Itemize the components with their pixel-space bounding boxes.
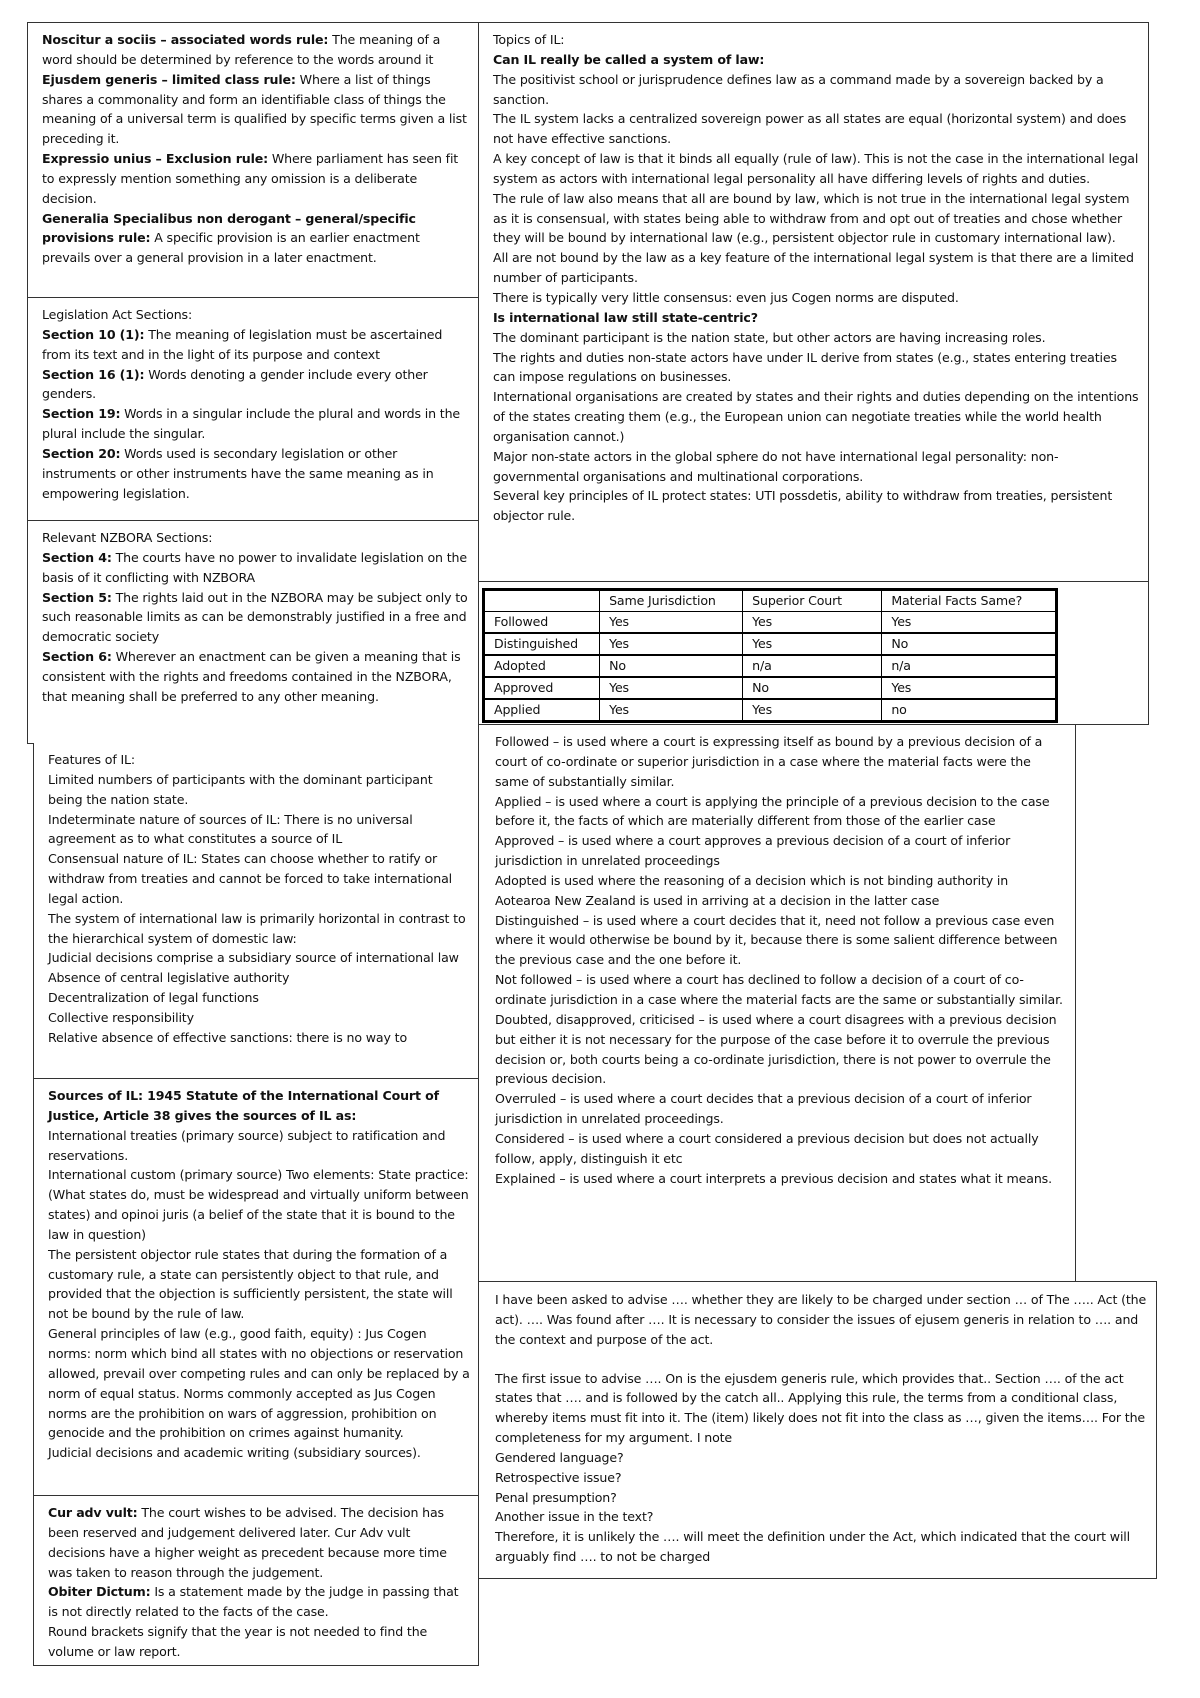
- definition-text: The court wishes to be advised. The decision has been reserved and judgement delivered later. Cur Adv vult decisions have a higher weight as precedent because more time was taken to reason through the judgement.: [48, 1505, 447, 1580]
- definition-term: Cur adv vult:: [48, 1505, 138, 1520]
- definition-text: Where a list of things shares a commonality and form an identifiable class of things the meaning of a universal term is qualified by specific terms given a list preceding it.: [42, 71, 467, 147]
- definition-term: Section 4:: [42, 549, 112, 565]
- text-line: The IL system lacks a centralized sovereign power as all states are equal (horizontal system) and does not have effective sanctions.: [493, 111, 1127, 147]
- definition-text: The meaning of a word should be determined by reference to the words around it: [42, 32, 441, 67]
- legislation-act-list: [42, 325, 470, 504]
- precedent-cell: Yes: [600, 633, 743, 655]
- precedent-cell: No: [743, 677, 882, 699]
- text-line: Not followed – is used where a court has declined to follow a decision of a court of co-ordinate jurisdiction in a case where the material facts are the same or substantially similar.: [495, 972, 1063, 1007]
- definition-term: Section 10 (1):: [42, 326, 145, 342]
- definition-item: [42, 209, 470, 269]
- definition-term: Expressio unius – Exclusion rule:: [42, 151, 269, 167]
- text-line: Judicial decisions and academic writing (subsidiary sources).: [48, 1445, 421, 1461]
- definition-term: Obiter Dictum:: [48, 1584, 151, 1600]
- advice-para-2: The first issue to advise …. On is the ejusdem generis rule, which provides that.. Section …. of the act states that …. and is followed by the catch all.. Applying this rule, the terms from a conditional class, whereby items must fit into it. The (item) likely does not fit into the class as …, given the items…. For the completeness for my argument. I note: [495, 1370, 1146, 1446]
- cur-adv-list: [48, 1503, 470, 1662]
- precedent-row: [484, 655, 1057, 677]
- text-line: Absence of central legislative authority: [48, 970, 290, 986]
- precedent-cell: Yes: [743, 612, 882, 634]
- precedent-table: [482, 588, 1058, 723]
- definition-item: [42, 70, 470, 149]
- text-line: Distinguished – is used where a court decides that it, need not follow a previous case even where it would otherwise be bound by it, because there is some salient difference between the previous case and the one before it.: [495, 912, 1058, 968]
- features-il-box: [33, 743, 479, 1079]
- features-il-heading: Features of IL:: [48, 752, 136, 767]
- definition-item: [42, 404, 470, 444]
- precedent-header-cell: Same Jurisdiction: [600, 590, 743, 612]
- precedent-header-cell: Material Facts Same?: [882, 590, 1057, 612]
- precedent-cell: Yes: [600, 612, 743, 634]
- precedent-cell: Approved: [484, 677, 600, 699]
- text-line: General principles of law (e.g., good faith, equity) : Jus Cogen norms: norm which bind all states with no objections or reservation allowed, prevail over competing rules and can only be replaced by a norm of equal status. Norms commonly accepted as Jus Cogen norms are the prohibition on wars of aggression, prohibition on genocide and the prohibition on crimes against humanity.: [48, 1326, 470, 1441]
- legislation-act-box: [27, 297, 479, 521]
- topics-il-heading: Topics of IL:: [493, 32, 565, 47]
- text-line: The persistent objector rule states that during the formation of a customary rule, a state can persistently object to that rule, and provided that the objection is sufficiently persistent, the state will not be bound by the rule of law.: [48, 1246, 453, 1322]
- features-il-list: [48, 770, 470, 1048]
- precedent-cell: Applied: [484, 699, 600, 722]
- definition-item: [42, 647, 470, 707]
- text-line: Applied – is used where a court is applying the principle of a previous decision to the case before it, the facts of which are materially different from those of the earlier case: [495, 793, 1050, 829]
- text-line: Indeterminate nature of sources of IL: There is no universal agreement as to what constitutes a source of IL: [48, 811, 413, 847]
- definition-term: Section 16 (1):: [42, 366, 145, 382]
- text-line: A key concept of law is that it binds all equally (rule of law). This is not the case in the international legal system as actors with international legal personality all have differing levels of rights and duties.: [493, 151, 1139, 186]
- text-line: The rights and duties non-state actors have under IL derive from states (e.g., states entering treaties can impose regulations on businesses.: [493, 349, 1117, 385]
- precedent-header-cell: Superior Court: [743, 590, 882, 612]
- definition-item: [42, 30, 470, 70]
- interpretation-rules-list: [42, 30, 470, 268]
- text-line: Several key principles of IL protect states: UTI possdetis, ability to withdraw from treaties, persistent objector rule.: [493, 488, 1113, 524]
- text-line: Consensual nature of IL: States can choose whether to ratify or withdraw from treaties and cannot be forced to take international legal action.: [48, 851, 452, 906]
- text-line: International custom (primary source) Two elements: State practice: (What states do, must be widespread and virtually uniform between states) and opinoi juris (a belief of the state that it is bound to the law in question): [48, 1167, 469, 1242]
- definition-item: [42, 444, 470, 504]
- text-line: Overruled – is used where a court decides that a previous decision of a court of inferior jurisdiction in unrelated proceedings.: [495, 1091, 1032, 1127]
- text-line: Approved – is used where a court approves a previous decision of a court of inferior jurisdiction in unrelated proceedings: [495, 833, 1011, 869]
- sources-il-list: [48, 1126, 470, 1463]
- precedent-cell: Adopted: [484, 655, 600, 677]
- text-line: Adopted is used where the reasoning of a decision which is not binding authority in Aotearoa New Zealand is used in arriving at a decision in the latter case: [495, 872, 1009, 908]
- precedent-row: [484, 633, 1057, 655]
- text-line: Decentralization of legal functions: [48, 990, 259, 1006]
- legislation-act-heading: Legislation Act Sections:: [42, 307, 193, 322]
- definition-item: [42, 149, 470, 209]
- definition-item: [42, 365, 470, 405]
- text-line: Limited numbers of participants with the dominant participant being the nation state.: [48, 771, 433, 807]
- definition-text: Is a statement made by the judge in passing that is not directly related to the facts of the case.: [48, 1584, 459, 1620]
- interpretation-rules-box: [27, 22, 479, 298]
- text-line: Retrospective issue?: [495, 1469, 622, 1485]
- precedent-cell: no: [882, 699, 1057, 722]
- definition-term: Noscitur a sociis – associated words rule:: [42, 32, 329, 47]
- definition-item: [42, 548, 470, 588]
- precedent-table-header: [484, 590, 1057, 612]
- precedent-cell: Yes: [882, 612, 1057, 634]
- precedent-header-cell: [484, 590, 600, 612]
- text-line: Judicial decisions comprise a subsidiary source of international law: [48, 950, 459, 966]
- nzbora-list: [42, 548, 470, 707]
- definition-text: A specific provision is an earlier enactment prevails over a general provision in a later enactment.: [42, 230, 420, 266]
- definition-term: Generalia Specialibus non derogant – general/specific provisions rule:: [42, 210, 416, 246]
- precedent-cell: Followed: [484, 612, 600, 634]
- topics-il-q2-list: [493, 328, 1140, 526]
- advice-spacer: [495, 1350, 1148, 1369]
- precedent-cell: Yes: [882, 677, 1057, 699]
- nzbora-box: [27, 520, 479, 744]
- cur-adv-box: [33, 1495, 479, 1666]
- text-line: Relative absence of effective sanctions: there is no way to: [48, 1029, 407, 1045]
- topics-il-box: [478, 22, 1149, 582]
- precedent-cell: Yes: [743, 699, 882, 722]
- precedent-cell: n/a: [743, 655, 882, 677]
- advice-para-1: I have been asked to advise …. whether they are likely to be charged under section … of The ….. Act (the act). …. Was found after …. It is necessary to consider the issues of ejusem generis in relation to …. and the context and purpose of the act.: [495, 1292, 1147, 1347]
- definition-text: The rights laid out in the NZBORA may be subject only to such reasonable limits as can be demonstrably justified in a free and democratic society: [42, 589, 468, 645]
- definition-text: Wherever an enactment can be given a meaning that is consistent with the rights and freedoms contained in the NZBORA, that meaning shall be preferred to any other meaning.: [42, 649, 461, 704]
- text-line: The system of international law is primarily horizontal in contrast to the hierarchical system of domestic law:: [48, 910, 466, 946]
- definition-text: The meaning of legislation must be ascertained from its text and in the light of its purpose and context: [42, 326, 443, 362]
- text-line: International treaties (primary source) subject to ratification and reservations.: [48, 1127, 446, 1163]
- definition-text: Round brackets signify that the year is not needed to find the volume or law report.: [48, 1624, 428, 1659]
- definition-text: Where parliament has seen fit to expressly mention something any omission is a deliberate decision.: [42, 151, 459, 206]
- topics-il-question-2: Is international law still state-centric?: [493, 309, 758, 325]
- text-line: The dominant participant is the nation state, but other actors are having increasing roles.: [493, 329, 1046, 345]
- precedent-terms-box: [478, 724, 1076, 1282]
- precedent-cell: Yes: [743, 633, 882, 655]
- text-line: Major non-state actors in the global sphere do not have international legal personality: non-governmental organisations and multinational corporations.: [493, 448, 1059, 484]
- topics-il-question-1: Can IL really be called a system of law:: [493, 51, 765, 67]
- definition-term: Ejusdem generis – limited class rule:: [42, 71, 296, 87]
- text-line: Followed – is used where a court is expressing itself as bound by a previous decision of a court of co-ordinate or superior jurisdiction in a case where the material facts were the same of substantially similar.: [495, 734, 1043, 789]
- definition-term: Section 20:: [42, 445, 121, 461]
- sources-il-heading: Sources of IL: 1945 Statute of the International Court of Justice, Article 38 gives the sources of IL as:: [48, 1088, 439, 1123]
- precedent-row: [484, 677, 1057, 699]
- precedent-terms-list: [495, 732, 1067, 1188]
- sources-il-box: [33, 1078, 479, 1496]
- definition-term: Section 6:: [42, 649, 112, 665]
- text-line: International organisations are created by states and their rights and duties depending on the intentions of the states creating them (e.g., the European union can negotiate treaties while the world health organisation cannot.): [493, 389, 1139, 444]
- definition-text: Words denoting a gender include every other genders.: [42, 366, 428, 402]
- definition-text: The courts have no power to invalidate legislation on the basis of it conflicting with NZBORA: [42, 549, 467, 585]
- definition-item: [42, 588, 470, 648]
- text-line: Another issue in the text?: [495, 1509, 654, 1525]
- precedent-row: [484, 699, 1057, 722]
- precedent-cell: Yes: [600, 699, 743, 722]
- text-line: Considered – is used where a court considered a previous decision but does not actually follow, apply, distinguish it etc: [495, 1130, 1039, 1166]
- precedent-cell: Distinguished: [484, 633, 600, 655]
- precedent-row: [484, 612, 1057, 634]
- text-line: Gendered language?: [495, 1449, 624, 1465]
- definition-text: Words in a singular include the plural and words in the plural include the singular.: [42, 406, 461, 442]
- precedent-header-row: [484, 590, 1057, 612]
- text-line: The positivist school or jurisprudence defines law as a command made by a sovereign backed by a sanction.: [493, 71, 1104, 107]
- definition-term: Section 5:: [42, 589, 112, 605]
- advice-template-box: [478, 1281, 1157, 1579]
- text-line: Penal presumption?: [495, 1489, 617, 1505]
- advice-lines-list: [495, 1448, 1148, 1567]
- text-line: Doubted, disapproved, criticised – is used where a court disagrees with a previous decision but either it is not necessary for the purpose of the case before it to overrule the previous decision or, both courts being a co-ordinate jurisdiction, there is not power to overrule the previous decision.: [495, 1011, 1057, 1087]
- definition-item: [48, 1622, 470, 1662]
- precedent-cell: No: [600, 655, 743, 677]
- definition-text: Words used is secondary legislation or other instruments or other instruments have the same meaning as in empowering legislation.: [42, 445, 434, 501]
- definition-item: [48, 1503, 470, 1582]
- precedent-cell: No: [882, 633, 1057, 655]
- definition-item: [48, 1582, 470, 1622]
- text-line: Collective responsibility: [48, 1009, 194, 1025]
- definition-item: [42, 325, 470, 365]
- text-line: Therefore, it is unlikely the …. will meet the definition under the Act, which indicated that the court will arguably find …. to not be charged: [495, 1529, 1130, 1565]
- text-line: Explained – is used where a court interprets a previous decision and states what it means.: [495, 1170, 1052, 1186]
- definition-term: Section 19:: [42, 406, 121, 422]
- text-line: There is typically very little consensus: even jus Cogen norms are disputed.: [493, 289, 959, 305]
- text-line: The rule of law also means that all are bound by law, which is not true in the international legal system as it is consensual, with states being able to withdraw from and opt out of treaties and chose whether they will be bound by international law (e.g., persistent objector rule in customary international law).: [493, 190, 1130, 246]
- text-line: All are not bound by the law as a key feature of the international legal system is that there are a limited number of participants.: [493, 250, 1134, 286]
- nzbora-heading: Relevant NZBORA Sections:: [42, 530, 213, 545]
- precedent-cell: Yes: [600, 677, 743, 699]
- precedent-cell: n/a: [882, 655, 1057, 677]
- topics-il-q1-list: [493, 70, 1140, 308]
- precedent-table-body: [484, 612, 1057, 722]
